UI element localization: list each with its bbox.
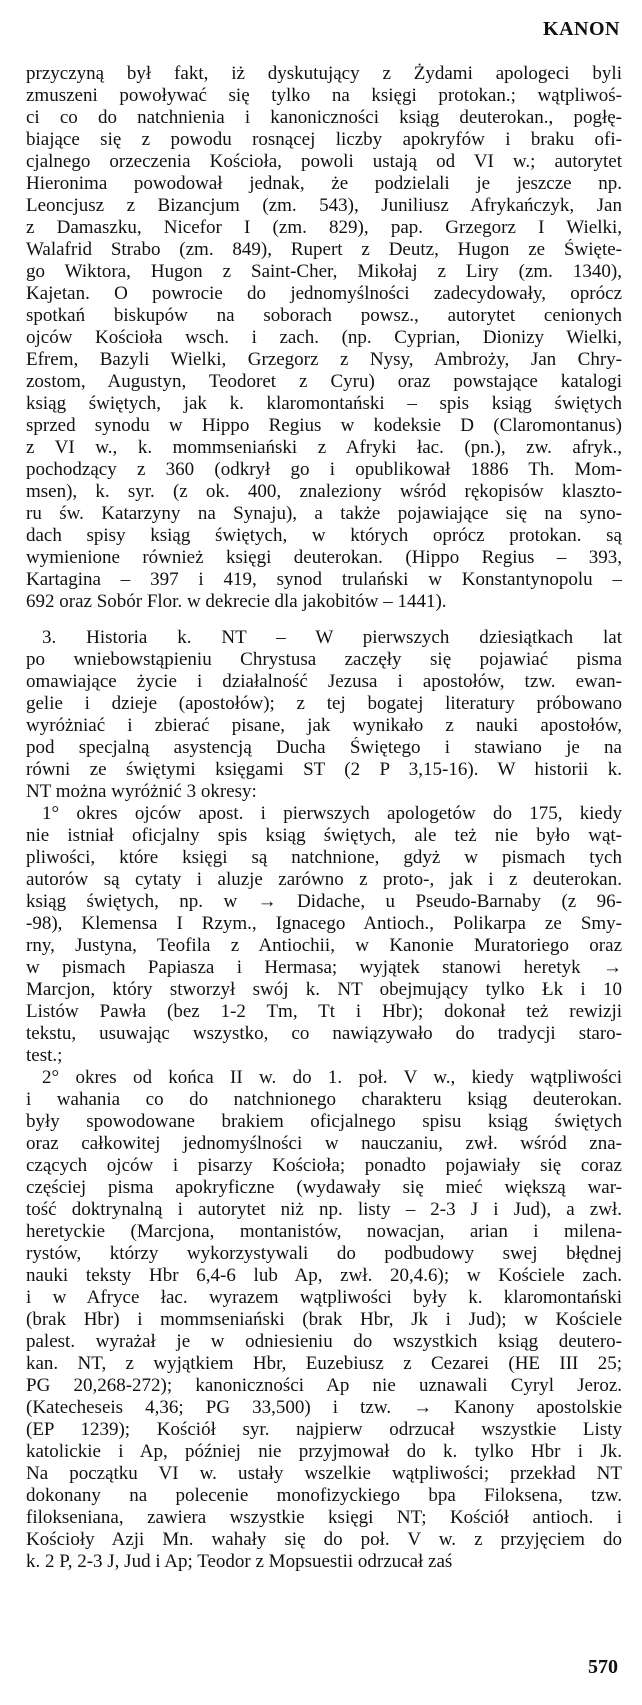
text-line: w pismach Papiasza i Hermasa; wyjątek stanowi heretyk → — [26, 957, 622, 978]
text-line: częściej pisma apokryficzne (wydawały się mieć większą war- — [26, 1177, 622, 1198]
text-line: z VI w., k. mommseniański z Afryki łac. (pn.), zw. afryk., — [26, 437, 622, 458]
text-line: msen), k. syr. (z ok. 400, znaleziony wśród rękopisów klaszto- — [26, 481, 622, 502]
text-line: k. 2 P, 2-3 J, Jud i Ap; Teodor z Mopsuestii odrzucał zaś — [26, 1551, 453, 1572]
text-line: biające się z powodu rosnącej liczby apokryfów i braku ofi- — [26, 129, 622, 150]
text-line: sprzed synodu w Hippo Regius w kodeksie D (Claromontanus) — [26, 415, 622, 436]
text-line: tekstu, usuwając wszystko, co nawiązywało do tradycji staro- — [26, 1023, 622, 1044]
text-line: spotkań biskupów na soborach powsz., autorytet cenionych — [26, 305, 622, 326]
text-line: test.; — [26, 1045, 63, 1066]
text-line: (brak Hbr) i mommseniański (brak Hbr, Jk i Jud); w Kościele — [26, 1309, 622, 1330]
text-line: Leoncjusz z Bizancjum (zm. 543), Juniliusz Afrykańczyk, Jan — [26, 195, 622, 216]
text-line: kan. NT, z wyjątkiem Hbr, Euzebiusz z Cezarei (HE III 25; — [26, 1353, 622, 1374]
text-line: 1° okres ojców apost. i pierwszych apologetów do 175, kiedy — [42, 803, 622, 824]
text-line: z Damaszku, Nicefor I (zm. 829), pap. Grzegorz I Wielki, — [26, 217, 622, 238]
text-line: ojców Kościoła wsch. i zach. (np. Cyprian, Dionizy Wielki, — [26, 327, 622, 348]
text-line: ci co do natchnienia i kanoniczności ksiąg deuterokan., pogłę- — [26, 107, 622, 128]
text-line: pliwości, które księgi są natchnione, gdyż w pismach tych — [26, 847, 622, 868]
text-line: równi ze świętymi księgami ST (2 P 3,15-16). W historii k. — [26, 759, 622, 780]
text-line: pochodzący z 360 (odkrył go i opublikował 1886 Th. Mom- — [26, 459, 622, 480]
paragraph-old-testament-canon — [26, 63, 622, 613]
text-line: NT można wyróżnić 3 okresy: — [26, 781, 257, 802]
text-line: (EP 1239); Kościół syr. najpierw odrzucał wszystkie Listy — [26, 1419, 622, 1440]
text-line: (Katecheseis 4,36; PG 33,500) i tzw. → Kanony apostolskie — [26, 1397, 622, 1418]
text-line: czących ojców i pisarzy Kościoła; ponadto pojawiały się coraz — [26, 1155, 622, 1176]
text-line: heretyckie (Marcjona, montanistów, nowacjan, arian i milena- — [26, 1221, 622, 1242]
paragraph-history-nt-canon — [26, 627, 622, 803]
text-line: Kartagina – 397 i 419, synod trulański w Konstantynopolu – — [26, 569, 622, 590]
text-line: Kościoły Azji Mn. wahały się do poł. V w. z przyjęciem do — [26, 1529, 622, 1550]
text-line: Marcjon, który stworzył swój k. NT obejmujący tylko Łk i 10 — [26, 979, 622, 1000]
text-line: nauki teksty Hbr 6,4-6 lub Ap, zwł. 20,4.6); w Kościele zach. — [26, 1265, 622, 1286]
text-line: 2° okres od końca II w. do 1. poł. V w., kiedy wątpliwości — [42, 1067, 622, 1088]
text-line: go Wiktora, Hugon z Saint-Cher, Mikołaj z Liry (zm. 1340), — [26, 261, 622, 282]
text-line: -98), Klemensa I Rzym., Ignacego Antioch., Polikarpa ze Smy- — [26, 913, 622, 934]
text-line: cjalnego orzeczenia Kościoła, powoli ustają od VI w.; autorytet — [26, 151, 622, 172]
text-line: 3. Historia k. NT – W pierwszych dziesiątkach lat — [42, 627, 622, 648]
text-line: Walafrid Strabo (zm. 849), Rupert z Deutz, Hugon ze Święte- — [26, 239, 622, 260]
text-line: filokseniana, zawiera wszystkie księgi NT; Kościół antioch. i — [26, 1507, 622, 1528]
text-line: ru św. Katarzyny na Synaju), a także pojawiające się na syno- — [26, 503, 622, 524]
text-line: palest. wyrażał je w odniesieniu do wszystkich ksiąg deutero- — [26, 1331, 622, 1352]
text-line: Kajetan. O powrocie do jednomyślności zadecydowały, oprócz — [26, 283, 622, 304]
text-line: rystów, którzy wykorzystywali do podbudowy swej błędnej — [26, 1243, 622, 1264]
text-line: ksiąg świętych, jak k. klaromontański – spis ksiąg świętych — [26, 393, 622, 414]
text-line: pod specjalną asystencją Ducha Świętego i stawiano je na — [26, 737, 622, 758]
text-line: omawiające życie i działalność Jezusa i apostołów, tzw. ewan- — [26, 671, 622, 692]
text-line: po wniebowstąpieniu Chrystusa zaczęły się pojawiać pisma — [26, 649, 622, 670]
text-line: wymienione również księgi deuterokan. (Hippo Regius – 393, — [26, 547, 622, 568]
page-number: 570 — [588, 1656, 618, 1678]
text-line: przyczyną był fakt, iż dyskutujący z Żydami apologeci byli — [26, 63, 622, 84]
text-line: PG 20,268-272); kanoniczności Ap nie uznawali Cyryl Jeroz. — [26, 1375, 622, 1396]
text-line: zmuszeni powoływać się tylko na księgi protokan.; wątpliwoś- — [26, 85, 622, 106]
text-line: i wahania co do natchnionego charakteru ksiąg deuterokan. — [26, 1089, 622, 1110]
text-line: dokonany na polecenie monofizyckiego bpa Filoksena, tzw. — [26, 1485, 622, 1506]
text-line: wyróżniać i zbierać pisane, jak wynikało z nauki apostołów, — [26, 715, 622, 736]
text-line: 692 oraz Sobór Flor. w dekrecie dla jakobitów – 1441). — [26, 591, 447, 612]
text-line: Listów Pawła (bez 1-2 Tm, Tt i Hbr); dokonał też rewizji — [26, 1001, 622, 1022]
running-head: KANON — [543, 18, 620, 40]
text-line: katolickie i Ap, później nie przyjmował do k. tylko Hbr i Jk. — [26, 1441, 622, 1462]
text-line: były spowodowane brakiem oficjalnego spisu ksiąg świętych — [26, 1111, 622, 1132]
text-line: i w Afryce łac. wyrazem wątpliwości były k. klaromontański — [26, 1287, 622, 1308]
text-line: autorów są cytaty i aluzje zarówno z proto-, jak i z deuterokan. — [26, 869, 622, 890]
text-line: nie istniał oficjalny spis ksiąg świętych, ale też nie było wąt- — [26, 825, 622, 846]
text-line: Na początku VI w. ustały wszelkie wątpliwości; przekład NT — [26, 1463, 622, 1484]
text-line: tość doktrynalną i autorytet niż np. listy – 2-3 J i Jud), a zwł. — [26, 1199, 622, 1220]
paragraph-period-1 — [26, 803, 622, 1067]
paragraph-period-2 — [26, 1067, 622, 1573]
text-line: Hieronima powodował jednak, że podzielali je jeszcze np. — [26, 173, 622, 194]
text-line: gelie i dzieje (apostołów); z tej bogatej literatury próbowano — [26, 693, 622, 714]
text-line: ksiąg świętych, np. w → Didache, u Pseudo-Barnaby (z 96- — [26, 891, 622, 912]
text-column — [26, 63, 622, 1573]
text-line: Efrem, Bazyli Wielki, Grzegorz z Nysy, Ambroży, Jan Chry- — [26, 349, 622, 370]
text-line: rny, Justyna, Teofila z Antiochii, w Kanonie Muratoriego oraz — [26, 935, 622, 956]
text-line: oraz całkowitej jednomyślności w nauczaniu, zwł. wśród zna- — [26, 1133, 622, 1154]
text-line: zostom, Augustyn, Teodoret z Cyru) oraz powstające katalogi — [26, 371, 622, 392]
text-line: dach spisy ksiąg świętych, w których oprócz protokan. są — [26, 525, 622, 546]
